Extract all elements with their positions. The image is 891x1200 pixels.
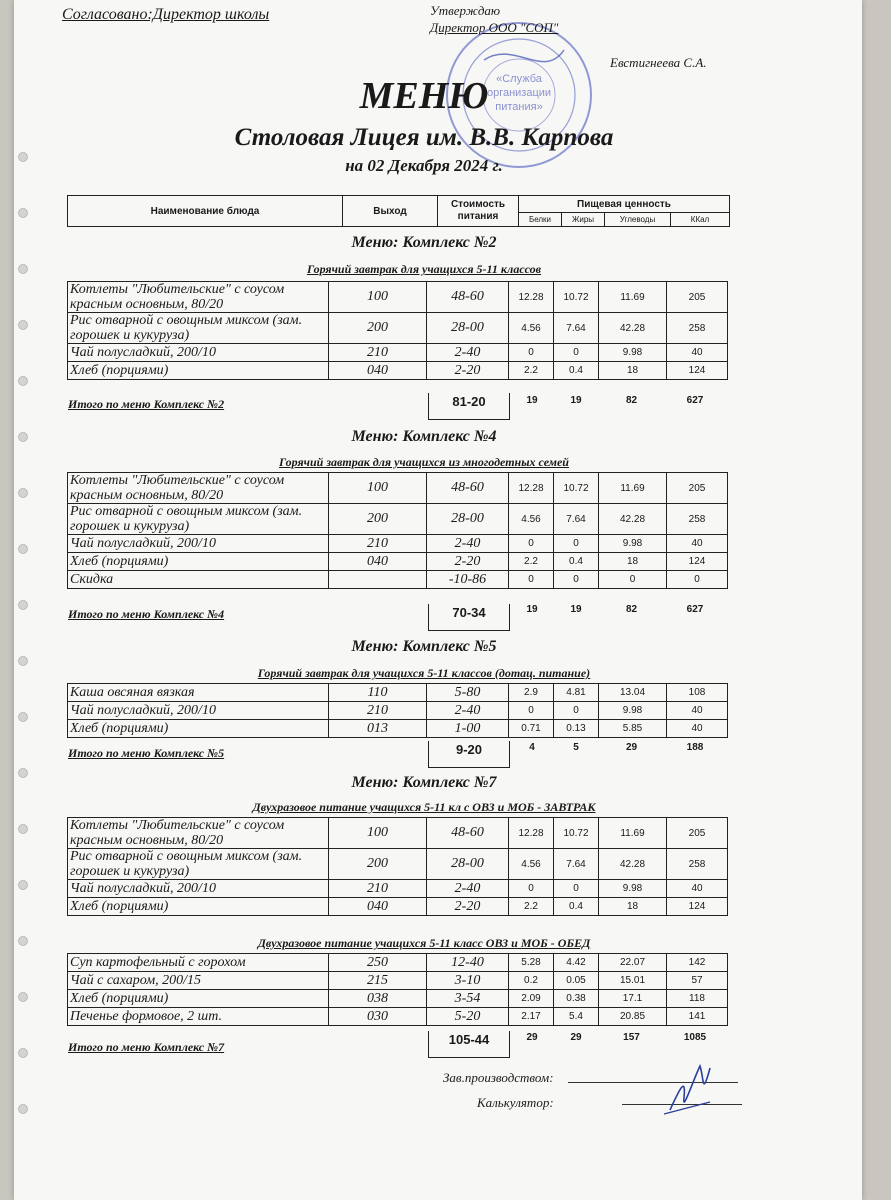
- total-kcal: 627: [686, 395, 704, 406]
- total-label: Итого по меню Комплекс №7: [68, 1040, 225, 1054]
- dish-carbs: 11.69: [599, 473, 667, 504]
- total-label: Итого по меню Комплекс №2: [68, 397, 225, 411]
- dish-proteins: 4.56: [509, 849, 554, 880]
- total-nutrition: [510, 604, 725, 615]
- dish-fats: 0: [554, 535, 599, 553]
- section-subtitle: Двухразовое питание учащихся 5-11 кл с ОВЗ и МОБ - ЗАВТРАК: [252, 800, 596, 814]
- dish-carbs: 18: [599, 898, 667, 916]
- dish-fats: 0.4: [554, 898, 599, 916]
- total-proteins: 19: [526, 395, 538, 406]
- col-carbs: Углеводы: [605, 213, 671, 227]
- dish-price: 2-40: [427, 880, 509, 898]
- dish-name: Чай с сахаром, 200/15: [68, 972, 329, 990]
- dish-carbs: 42.28: [599, 313, 667, 344]
- dish-carbs: 0: [599, 571, 667, 589]
- dish-carbs: 13.04: [599, 684, 667, 702]
- table-row: [68, 972, 728, 990]
- menu-table: [67, 817, 728, 916]
- dish-carbs: 9.98: [599, 702, 667, 720]
- dish-name: Хлеб (порциями): [68, 990, 329, 1008]
- dish-price: 2-20: [427, 553, 509, 571]
- dish-fats: 0: [554, 702, 599, 720]
- dish-kcal: 258: [667, 849, 728, 880]
- col-output: Выход: [343, 196, 438, 227]
- dish-price: 48-60: [427, 282, 509, 313]
- total-price: 81-20: [428, 393, 510, 420]
- total-fats: 5: [573, 742, 579, 753]
- dish-proteins: 4.56: [509, 313, 554, 344]
- total-fats: 19: [570, 395, 582, 406]
- dish-kcal: 108: [667, 684, 728, 702]
- table-row: [68, 898, 728, 916]
- dish-kcal: 258: [667, 313, 728, 344]
- section-subtitle: Горячий завтрак для учащихся 5-11 классов: [306, 262, 542, 276]
- table-row: [68, 954, 728, 972]
- dish-fats: 0.4: [554, 362, 599, 380]
- total-nutrition: [510, 1032, 725, 1043]
- dish-kcal: 124: [667, 362, 728, 380]
- table-row: [68, 702, 728, 720]
- dish-kcal: 142: [667, 954, 728, 972]
- table-row: [68, 571, 728, 589]
- section-subtitle-lunch: Двухразовое питание учащихся 5-11 класс ОВЗ и МОБ - ОБЕД: [257, 936, 591, 950]
- dish-fats: 5.4: [554, 1008, 599, 1026]
- approved-signatory: Евстигнеева С.А.: [610, 55, 707, 70]
- dish-carbs: 15.01: [599, 972, 667, 990]
- section-subtitle: Горячий завтрак для учащихся 5-11 классов (дотац. питание): [257, 666, 591, 680]
- dish-price: 2-40: [427, 344, 509, 362]
- col-name: Наименование блюда: [68, 196, 343, 227]
- dish-price: 2-40: [427, 535, 509, 553]
- dish-carbs: 17.1: [599, 990, 667, 1008]
- dish-name: Хлеб (порциями): [68, 553, 329, 571]
- table-row: [68, 720, 728, 738]
- dish-fats: 0: [554, 344, 599, 362]
- dish-carbs: 11.69: [599, 818, 667, 849]
- table-row: [68, 362, 728, 380]
- dish-kcal: 57: [667, 972, 728, 990]
- dish-kcal: 40: [667, 720, 728, 738]
- dish-proteins: 4.56: [509, 504, 554, 535]
- dish-output: 210: [329, 344, 427, 362]
- dish-name: Суп картофельный с горохом: [68, 954, 329, 972]
- dish-carbs: 5.85: [599, 720, 667, 738]
- total-price: 105-44: [428, 1031, 510, 1058]
- dish-output: 200: [329, 504, 427, 535]
- dish-output: 100: [329, 473, 427, 504]
- dish-fats: 7.64: [554, 504, 599, 535]
- dish-fats: 10.72: [554, 282, 599, 313]
- dish-kcal: 40: [667, 702, 728, 720]
- total-fats: 29: [570, 1032, 582, 1043]
- dish-proteins: 2.17: [509, 1008, 554, 1026]
- dish-carbs: 20.85: [599, 1008, 667, 1026]
- dish-name: Рис отварной с овощным миксом (зам. горошек и кукуруза): [68, 849, 329, 880]
- dish-output: 038: [329, 990, 427, 1008]
- dish-kcal: 40: [667, 880, 728, 898]
- dish-price: 2-20: [427, 898, 509, 916]
- col-proteins: Белки: [519, 213, 562, 227]
- agreed-director-label: Согласовано:Директор школы: [62, 6, 270, 23]
- dish-price: 28-00: [427, 849, 509, 880]
- total-nutrition: [510, 395, 725, 406]
- section-title: Меню: Комплекс №4: [351, 428, 497, 445]
- table-row: [68, 553, 728, 571]
- dish-price: 3-10: [427, 972, 509, 990]
- dish-name: Чай полусладкий, 200/10: [68, 535, 329, 553]
- dish-proteins: 0: [509, 571, 554, 589]
- dish-price: 12-40: [427, 954, 509, 972]
- dish-proteins: 12.28: [509, 473, 554, 504]
- menu-table: [67, 281, 728, 380]
- dish-proteins: 12.28: [509, 282, 554, 313]
- dish-proteins: 2.09: [509, 990, 554, 1008]
- svg-text:питания»: питания»: [495, 101, 543, 113]
- dish-output: 040: [329, 362, 427, 380]
- dish-proteins: 0: [509, 344, 554, 362]
- dish-fats: 0.38: [554, 990, 599, 1008]
- dish-carbs: 42.28: [599, 504, 667, 535]
- dish-fats: 4.42: [554, 954, 599, 972]
- dish-price: 5-80: [427, 684, 509, 702]
- dish-fats: 4.81: [554, 684, 599, 702]
- dish-name: Котлеты "Любительские" с соусом красным основным, 80/20: [68, 282, 329, 313]
- svg-text:«Служба: «Служба: [496, 73, 542, 85]
- dish-output: 013: [329, 720, 427, 738]
- dish-output: 030: [329, 1008, 427, 1026]
- dish-fats: 0.4: [554, 553, 599, 571]
- total-carbs: 82: [625, 604, 638, 615]
- dish-kcal: 118: [667, 990, 728, 1008]
- dish-kcal: 258: [667, 504, 728, 535]
- dish-carbs: 9.98: [599, 880, 667, 898]
- dish-output: 100: [329, 818, 427, 849]
- dish-kcal: 124: [667, 553, 728, 571]
- dish-fats: 0: [554, 571, 599, 589]
- menu-date: на 02 Декабря 2024 г.: [345, 156, 503, 175]
- total-kcal: 188: [686, 742, 704, 753]
- total-kcal: 1085: [683, 1032, 707, 1043]
- dish-output: 210: [329, 535, 427, 553]
- dish-name: Хлеб (порциями): [68, 362, 329, 380]
- dish-output: 215: [329, 972, 427, 990]
- col-cost: Стоимость питания: [438, 196, 519, 227]
- dish-price: 48-60: [427, 818, 509, 849]
- dish-name: Чай полусладкий, 200/10: [68, 880, 329, 898]
- dish-output: 110: [329, 684, 427, 702]
- dish-name: Котлеты "Любительские" с соусом красным основным, 80/20: [68, 473, 329, 504]
- table-row: [68, 313, 728, 344]
- dish-price: 48-60: [427, 473, 509, 504]
- dish-fats: 0.05: [554, 972, 599, 990]
- dish-name: Котлеты "Любительские" с соусом красным основным, 80/20: [68, 818, 329, 849]
- dish-price: 28-00: [427, 313, 509, 344]
- column-header: [67, 195, 730, 227]
- dish-fats: 0: [554, 880, 599, 898]
- dish-kcal: 205: [667, 473, 728, 504]
- dish-output: 040: [329, 898, 427, 916]
- dish-name: Каша овсяная вязкая: [68, 684, 329, 702]
- dish-name: Хлеб (порциями): [68, 720, 329, 738]
- total-proteins: 29: [526, 1032, 538, 1043]
- approved-block: [430, 2, 707, 70]
- dish-carbs: 9.98: [599, 535, 667, 553]
- table-row: [68, 818, 728, 849]
- dish-proteins: 0: [509, 702, 554, 720]
- total-carbs: 29: [625, 742, 638, 753]
- table-row: [68, 990, 728, 1008]
- dish-output: 250: [329, 954, 427, 972]
- dish-proteins: 12.28: [509, 818, 554, 849]
- dish-output: [329, 571, 427, 589]
- dish-proteins: 0: [509, 880, 554, 898]
- dish-kcal: 141: [667, 1008, 728, 1026]
- table-row: [68, 535, 728, 553]
- approved-line: Утверждаю: [430, 3, 501, 18]
- svg-text:организации: организации: [486, 87, 552, 99]
- total-label: Итого по меню Комплекс №5: [68, 746, 225, 760]
- dish-kcal: 205: [667, 282, 728, 313]
- dish-proteins: 0.2: [509, 972, 554, 990]
- section-subtitle: Горячий завтрак для учащихся из многодетных семей: [279, 455, 569, 469]
- dish-fats: 0.13: [554, 720, 599, 738]
- table-row: [68, 504, 728, 535]
- dish-carbs: 18: [599, 362, 667, 380]
- dish-carbs: 9.98: [599, 344, 667, 362]
- col-fats: Жиры: [562, 213, 605, 227]
- dish-name: Скидка: [68, 571, 329, 589]
- dish-kcal: 205: [667, 818, 728, 849]
- dish-output: 040: [329, 553, 427, 571]
- total-proteins: 4: [529, 742, 535, 753]
- total-carbs: 82: [625, 395, 638, 406]
- section-title: Меню: Комплекс №5: [351, 638, 497, 655]
- menu-table: [67, 683, 728, 738]
- dish-proteins: 5.28: [509, 954, 554, 972]
- dish-price: 2-40: [427, 702, 509, 720]
- dish-kcal: 40: [667, 535, 728, 553]
- dish-price: 2-20: [427, 362, 509, 380]
- col-nutrition: Пищевая ценность: [519, 196, 730, 213]
- section-title: Меню: Комплекс №2: [351, 234, 497, 251]
- approved-director-line: Директор ООО "СОП": [430, 20, 559, 35]
- dish-proteins: 2.9: [509, 684, 554, 702]
- dish-fats: 10.72: [554, 818, 599, 849]
- total-price: 70-34: [428, 604, 510, 631]
- dish-proteins: 2.2: [509, 898, 554, 916]
- menu-table: [67, 472, 728, 589]
- dish-proteins: 0: [509, 535, 554, 553]
- table-row: [68, 1008, 728, 1026]
- handwritten-signature-icon: [660, 1058, 730, 1120]
- dish-fats: 7.64: [554, 849, 599, 880]
- table-row: [68, 849, 728, 880]
- dish-carbs: 11.69: [599, 282, 667, 313]
- total-nutrition: [510, 742, 725, 753]
- table-row: [68, 684, 728, 702]
- total-label: Итого по меню Комплекс №4: [68, 607, 225, 621]
- dish-kcal: 124: [667, 898, 728, 916]
- table-row: [68, 282, 728, 313]
- section-title: Меню: Комплекс №7: [351, 774, 497, 791]
- calculator-label: Калькулятор:: [477, 1095, 554, 1110]
- dish-name: Рис отварной с овощным миксом (зам. горошек и кукуруза): [68, 313, 329, 344]
- dish-kcal: 40: [667, 344, 728, 362]
- dish-price: 1-00: [427, 720, 509, 738]
- dish-name: Чай полусладкий, 200/10: [68, 702, 329, 720]
- dish-output: 100: [329, 282, 427, 313]
- dish-name: Печенье формовое, 2 шт.: [68, 1008, 329, 1026]
- total-kcal: 627: [686, 604, 704, 615]
- table-row: [68, 473, 728, 504]
- dish-kcal: 0: [667, 571, 728, 589]
- dish-fats: 7.64: [554, 313, 599, 344]
- dish-name: Хлеб (порциями): [68, 898, 329, 916]
- dish-price: 28-00: [427, 504, 509, 535]
- total-carbs: 157: [623, 1032, 640, 1043]
- dish-carbs: 42.28: [599, 849, 667, 880]
- dish-fats: 10.72: [554, 473, 599, 504]
- dish-price: -10-86: [427, 571, 509, 589]
- dish-proteins: 0.71: [509, 720, 554, 738]
- dish-name: Чай полусладкий, 200/10: [68, 344, 329, 362]
- dish-price: 5-20: [427, 1008, 509, 1026]
- total-fats: 19: [570, 604, 582, 615]
- table-row: [68, 344, 728, 362]
- dish-output: 210: [329, 702, 427, 720]
- dish-proteins: 2.2: [509, 553, 554, 571]
- dish-output: 210: [329, 880, 427, 898]
- table-row: [68, 880, 728, 898]
- dish-output: 200: [329, 849, 427, 880]
- total-price: 9-20: [428, 741, 510, 768]
- page-title: МЕНЮ: [359, 75, 489, 117]
- canteen-name: Столовая Лицея им. В.В. Карпова: [234, 124, 614, 151]
- dish-proteins: 2.2: [509, 362, 554, 380]
- production-head-label: Зав.производством:: [443, 1070, 554, 1085]
- col-kcal: ККал: [671, 213, 730, 227]
- total-proteins: 19: [526, 604, 538, 615]
- dish-carbs: 22.07: [599, 954, 667, 972]
- dish-price: 3-54: [427, 990, 509, 1008]
- dish-carbs: 18: [599, 553, 667, 571]
- menu-table-lunch: [67, 953, 728, 1026]
- dish-name: Рис отварной с овощным миксом (зам. горошек и кукуруза): [68, 504, 329, 535]
- dish-output: 200: [329, 313, 427, 344]
